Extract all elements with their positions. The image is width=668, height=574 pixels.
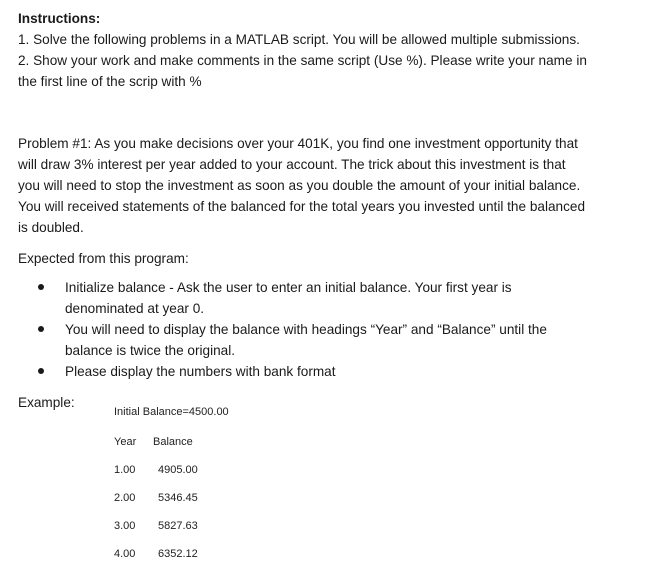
bullet-item (18, 319, 648, 361)
bullet-2-line-1: You will need to display the balance with headings “Year” and “Balance” until the (65, 322, 547, 337)
bullet-3-line-1: Please display the numbers with bank format (65, 364, 336, 379)
document-page (18, 8, 648, 413)
bullet-1-line-1: Initialize balance - Ask the user to enter an initial balance. Your first year is (65, 280, 512, 295)
bullet-dot-icon (38, 326, 44, 332)
example-initial-balance: Initial Balance=4500.00 (114, 406, 229, 418)
bullet-dot-icon (38, 368, 44, 374)
example-row-year: 1.00 (114, 464, 136, 476)
instructions-heading: Instructions: (18, 11, 101, 26)
bullet-2-line-2: balance is twice the original. (65, 343, 236, 358)
expected-bullet-list (18, 277, 648, 382)
problem-line-2: will draw 3% interest per year added to your account. The trick about this investment is that (18, 157, 566, 172)
problem-line-1: Problem #1: As you make decisions over your 401K, you find one investment opportunity that (18, 136, 578, 151)
example-row-balance: 5346.45 (158, 492, 198, 504)
bullet-item (18, 361, 648, 382)
example-row-balance: 4905.00 (158, 464, 198, 476)
example-row-balance: 5827.63 (158, 520, 198, 532)
bullet-1-line-2: denominated at year 0. (65, 301, 205, 316)
example-header-year: Year (114, 436, 137, 448)
example-row-balance: 6352.12 (158, 548, 198, 560)
bullet-dot-icon (38, 284, 44, 290)
problem-line-4: You will received statements of the balanced for the total years you invested until the balanced (18, 199, 586, 214)
example-row-year: 2.00 (114, 492, 136, 504)
bullet-item (18, 277, 648, 319)
example-row-year: 3.00 (114, 520, 136, 532)
expected-heading: Expected from this program: (18, 251, 189, 266)
problem-line-5: is doubled. (18, 220, 84, 235)
instructions-section (18, 8, 648, 92)
example-header-balance: Balance (153, 436, 193, 448)
example-heading: Example: (18, 395, 75, 410)
instructions-line-3: the first line of the scrip with % (18, 74, 202, 89)
example-row-year: 4.00 (114, 548, 136, 560)
instructions-line-2: 2. Show your work and make comments in the same script (Use %). Please write your name in (18, 53, 587, 68)
problem-section (18, 133, 648, 238)
expected-section (18, 248, 648, 413)
problem-line-3: you will need to stop the investment as soon as you double the amount of your initial balance. (18, 178, 581, 193)
instructions-line-1: 1. Solve the following problems in a MATLAB script. You will be allowed multiple submissions. (18, 32, 580, 47)
